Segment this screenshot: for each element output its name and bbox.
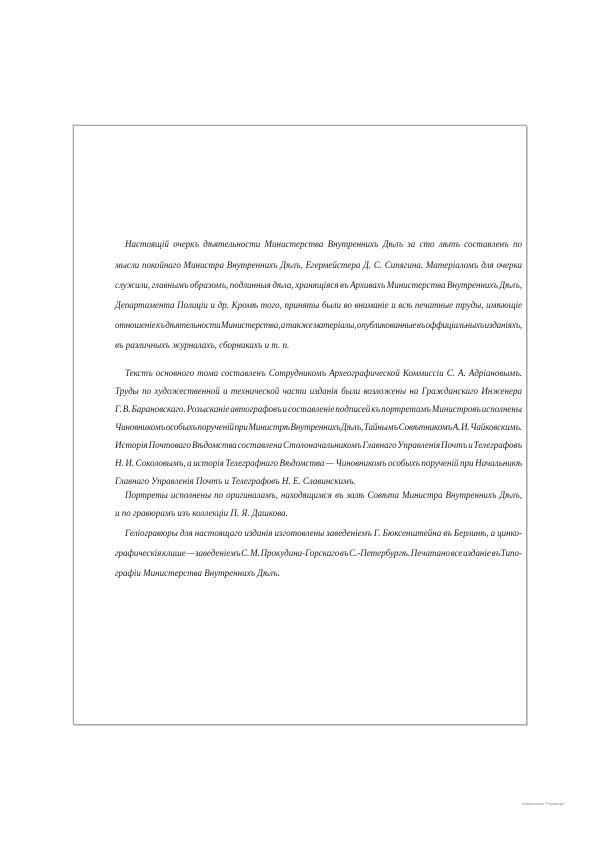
library-footer: Библиотека "Руниверс" — [522, 801, 566, 806]
text-line: Департамента Полиціи и др. Кромѣ того, приняты были во вниманіе и всѣ печатные труды, имѣющіе — [115, 300, 522, 310]
text-line: служили, главнымъ образомъ, подлинныя дѣла, хранящіяся въ Архивахъ Министерства Внутреннихъ Дѣлъ, — [115, 280, 523, 290]
text-line: Чиновникомъ особыхъ порученій при Министрѣ Внутреннихъ Дѣлъ, Тайнымъ Совѣтникомъ А. И. Чайковскимъ. — [115, 422, 522, 432]
text-line: Труды по художественной и технической части изданія были возложены на Гражданскаго Инженера — [115, 386, 522, 396]
text-line: мысли покойнаго Министра Внутреннихъ Дѣлъ, Егермейстера Д. С. Сипягина. Матеріаломъ для очерка — [115, 260, 522, 270]
text-line: графіи Министерства Внутреннихъ Дѣлъ. — [115, 568, 280, 578]
text-line: Н. И. Соколовымъ, а исторія Телеграфнаго Вѣдомства — Чиновникомъ особыхъ порученій при Начальникѣ — [115, 458, 522, 468]
text-line: Главнаго Управленія Почтъ и Телеграфовъ Н. Е. Славинскимъ. — [115, 476, 356, 486]
text-line: и по гравюрамъ изъ коллекціи П. Я. Дашкова. — [115, 508, 288, 518]
text-line: Портреты исполнены по оригиналамъ, находящимся въ залѣ Совѣта Министра Внутреннихъ Дѣлъ, — [125, 490, 522, 500]
text-line: Г. В. Барановскаго. Розысканіе автографовъ и составленіе подписей къ портретамъ Министровъ исполнены — [115, 404, 522, 414]
text-line: Настоящій очеркъ дѣятельности Министерства Внутреннихъ Дѣлъ за сто лѣтъ составленъ по — [125, 239, 522, 249]
text-line: отношеніе къ дѣятельности Министерства, а также матеріалы, опубликованные въ оффиціальныхъ изданіяхъ, — [115, 320, 522, 330]
text-line: въ различныхъ журналахъ, сборникахъ и т. п. — [115, 340, 290, 350]
text-line: Геліогравюры для настоящаго изданія изготовлены заведеніемъ Г. Бюксенштейна въ Берлинѣ, а цинко- — [125, 528, 522, 538]
text-line: Исторія Почтоваго Вѣдомства составлена Столоначальникомъ Главнаго Управленія Почтъ и Телеграфовъ — [115, 440, 522, 450]
text-line: Текстъ основного тома составленъ Сотрудникомъ Археографической Коммиссіи С. А. Адріановымъ. — [125, 368, 522, 378]
text-line: графическія клише — заведеніемъ С. М. Прокудина-Горскаго въ С.-Петербургѣ. Печатано все изданіе въ Типо- — [115, 548, 522, 558]
